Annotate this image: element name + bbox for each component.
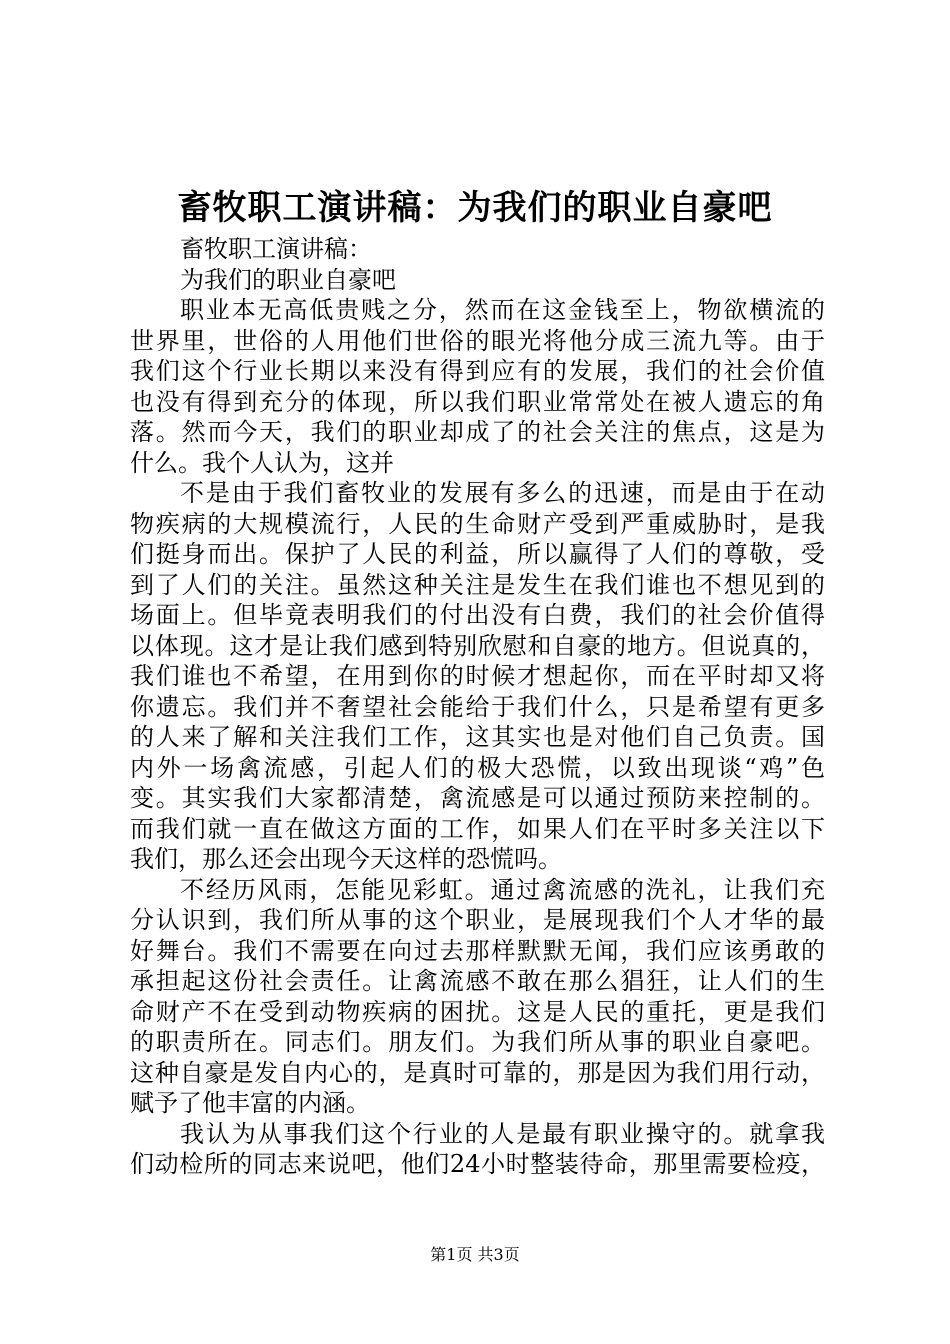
text-line: 以体现。这才是让我们感到特别欣慰和自豪的地方。但说真的， bbox=[130, 631, 825, 660]
document-body bbox=[130, 234, 825, 1180]
text-line: 为我们的职业自豪吧 bbox=[180, 265, 396, 294]
text-line: 承担起这份社会责任。让禽流感不敢在那么猖狂，让人们的生 bbox=[130, 967, 825, 995]
text-line: 我们这个行业长期以来没有得到应有的发展，我们的社会价值 bbox=[130, 357, 825, 385]
text-line: 分认识到，我们所从事的这个职业，是展现我们个人才华的最 bbox=[130, 906, 825, 934]
text-line: 什么。我个人认为，这并 bbox=[130, 448, 394, 477]
text-line: 不是由于我们畜牧业的发展有多么的迅速，而是由于在动 bbox=[180, 479, 825, 507]
text-line: 这种自豪是发自内心的，是真时可靠的，那是因为我们用行动， bbox=[130, 1058, 825, 1087]
text-line: 的职责所在。同志们。朋友们。为我们所从事的职业自豪吧。 bbox=[130, 1028, 825, 1056]
document-title: 畜牧职工演讲稿：为我们的职业自豪吧 bbox=[177, 188, 773, 228]
text-line: 职业本无高低贵贱之分，然而在这金钱至上，物欲横流的 bbox=[180, 296, 825, 324]
text-line: 好舞台。我们不需要在向过去那样默默无闻，我们应该勇敢的 bbox=[130, 936, 825, 965]
text-line: 我认为从事我们这个行业的人是最有职业操守的。就拿我 bbox=[180, 1119, 825, 1148]
text-line: 落。然而今天，我们的职业却成了的社会关注的焦点，这是为 bbox=[130, 418, 825, 446]
text-line: 我们，那么还会出现今天这样的恐慌吗。 bbox=[130, 845, 562, 873]
text-line: 我们谁也不希望，在用到你的时候才想起你，而在平时却又将 bbox=[130, 662, 825, 690]
text-line: 你遗忘。我们并不奢望社会能给于我们什么，只是希望有更多 bbox=[130, 692, 825, 721]
text-line: 物疾病的大规模流行，人民的生命财产受到严重威胁时，是我 bbox=[130, 509, 825, 538]
text-line: 不经历风雨，怎能见彩虹。通过禽流感的洗礼，让我们充 bbox=[180, 875, 825, 904]
text-line: 而我们就一直在做这方面的工作，如果人们在平时多关注以下 bbox=[130, 814, 825, 843]
text-line: 变。其实我们大家都清楚，禽流感是可以通过预防来控制的。 bbox=[130, 784, 825, 812]
text-line: 们动检所的同志来说吧，他们24小时整装待命，那里需要检疫， bbox=[130, 1150, 825, 1178]
page-number-footer: 第1页 共3页 bbox=[430, 1245, 520, 1264]
text-line: 内外一场禽流感，引起人们的极大恐慌，以致出现谈“鸡”色 bbox=[130, 753, 825, 782]
text-line: 们挺身而出。保护了人民的利益，所以赢得了人们的尊敬，受 bbox=[130, 540, 825, 568]
text-line: 赋予了他丰富的内涵。 bbox=[130, 1089, 370, 1117]
text-line: 的人来了解和关注我们工作，这其实也是对他们自己负责。国 bbox=[130, 723, 825, 751]
text-line: 世界里，世俗的人用他们世俗的眼光将他分成三流九等。由于 bbox=[130, 326, 825, 355]
text-line: 也没有得到充分的体现，所以我们职业常常处在被人遗忘的角 bbox=[130, 387, 825, 416]
text-line: 命财产不在受到动物疾病的困扰。这是人民的重托，更是我们 bbox=[130, 997, 825, 1026]
text-line: 到了人们的关注。虽然这种关注是发生在我们谁也不想见到的 bbox=[130, 570, 825, 599]
text-line: 畜牧职工演讲稿： bbox=[180, 235, 372, 263]
text-line: 场面上。但毕竟表明我们的付出没有白费，我们的社会价值得 bbox=[130, 601, 825, 629]
